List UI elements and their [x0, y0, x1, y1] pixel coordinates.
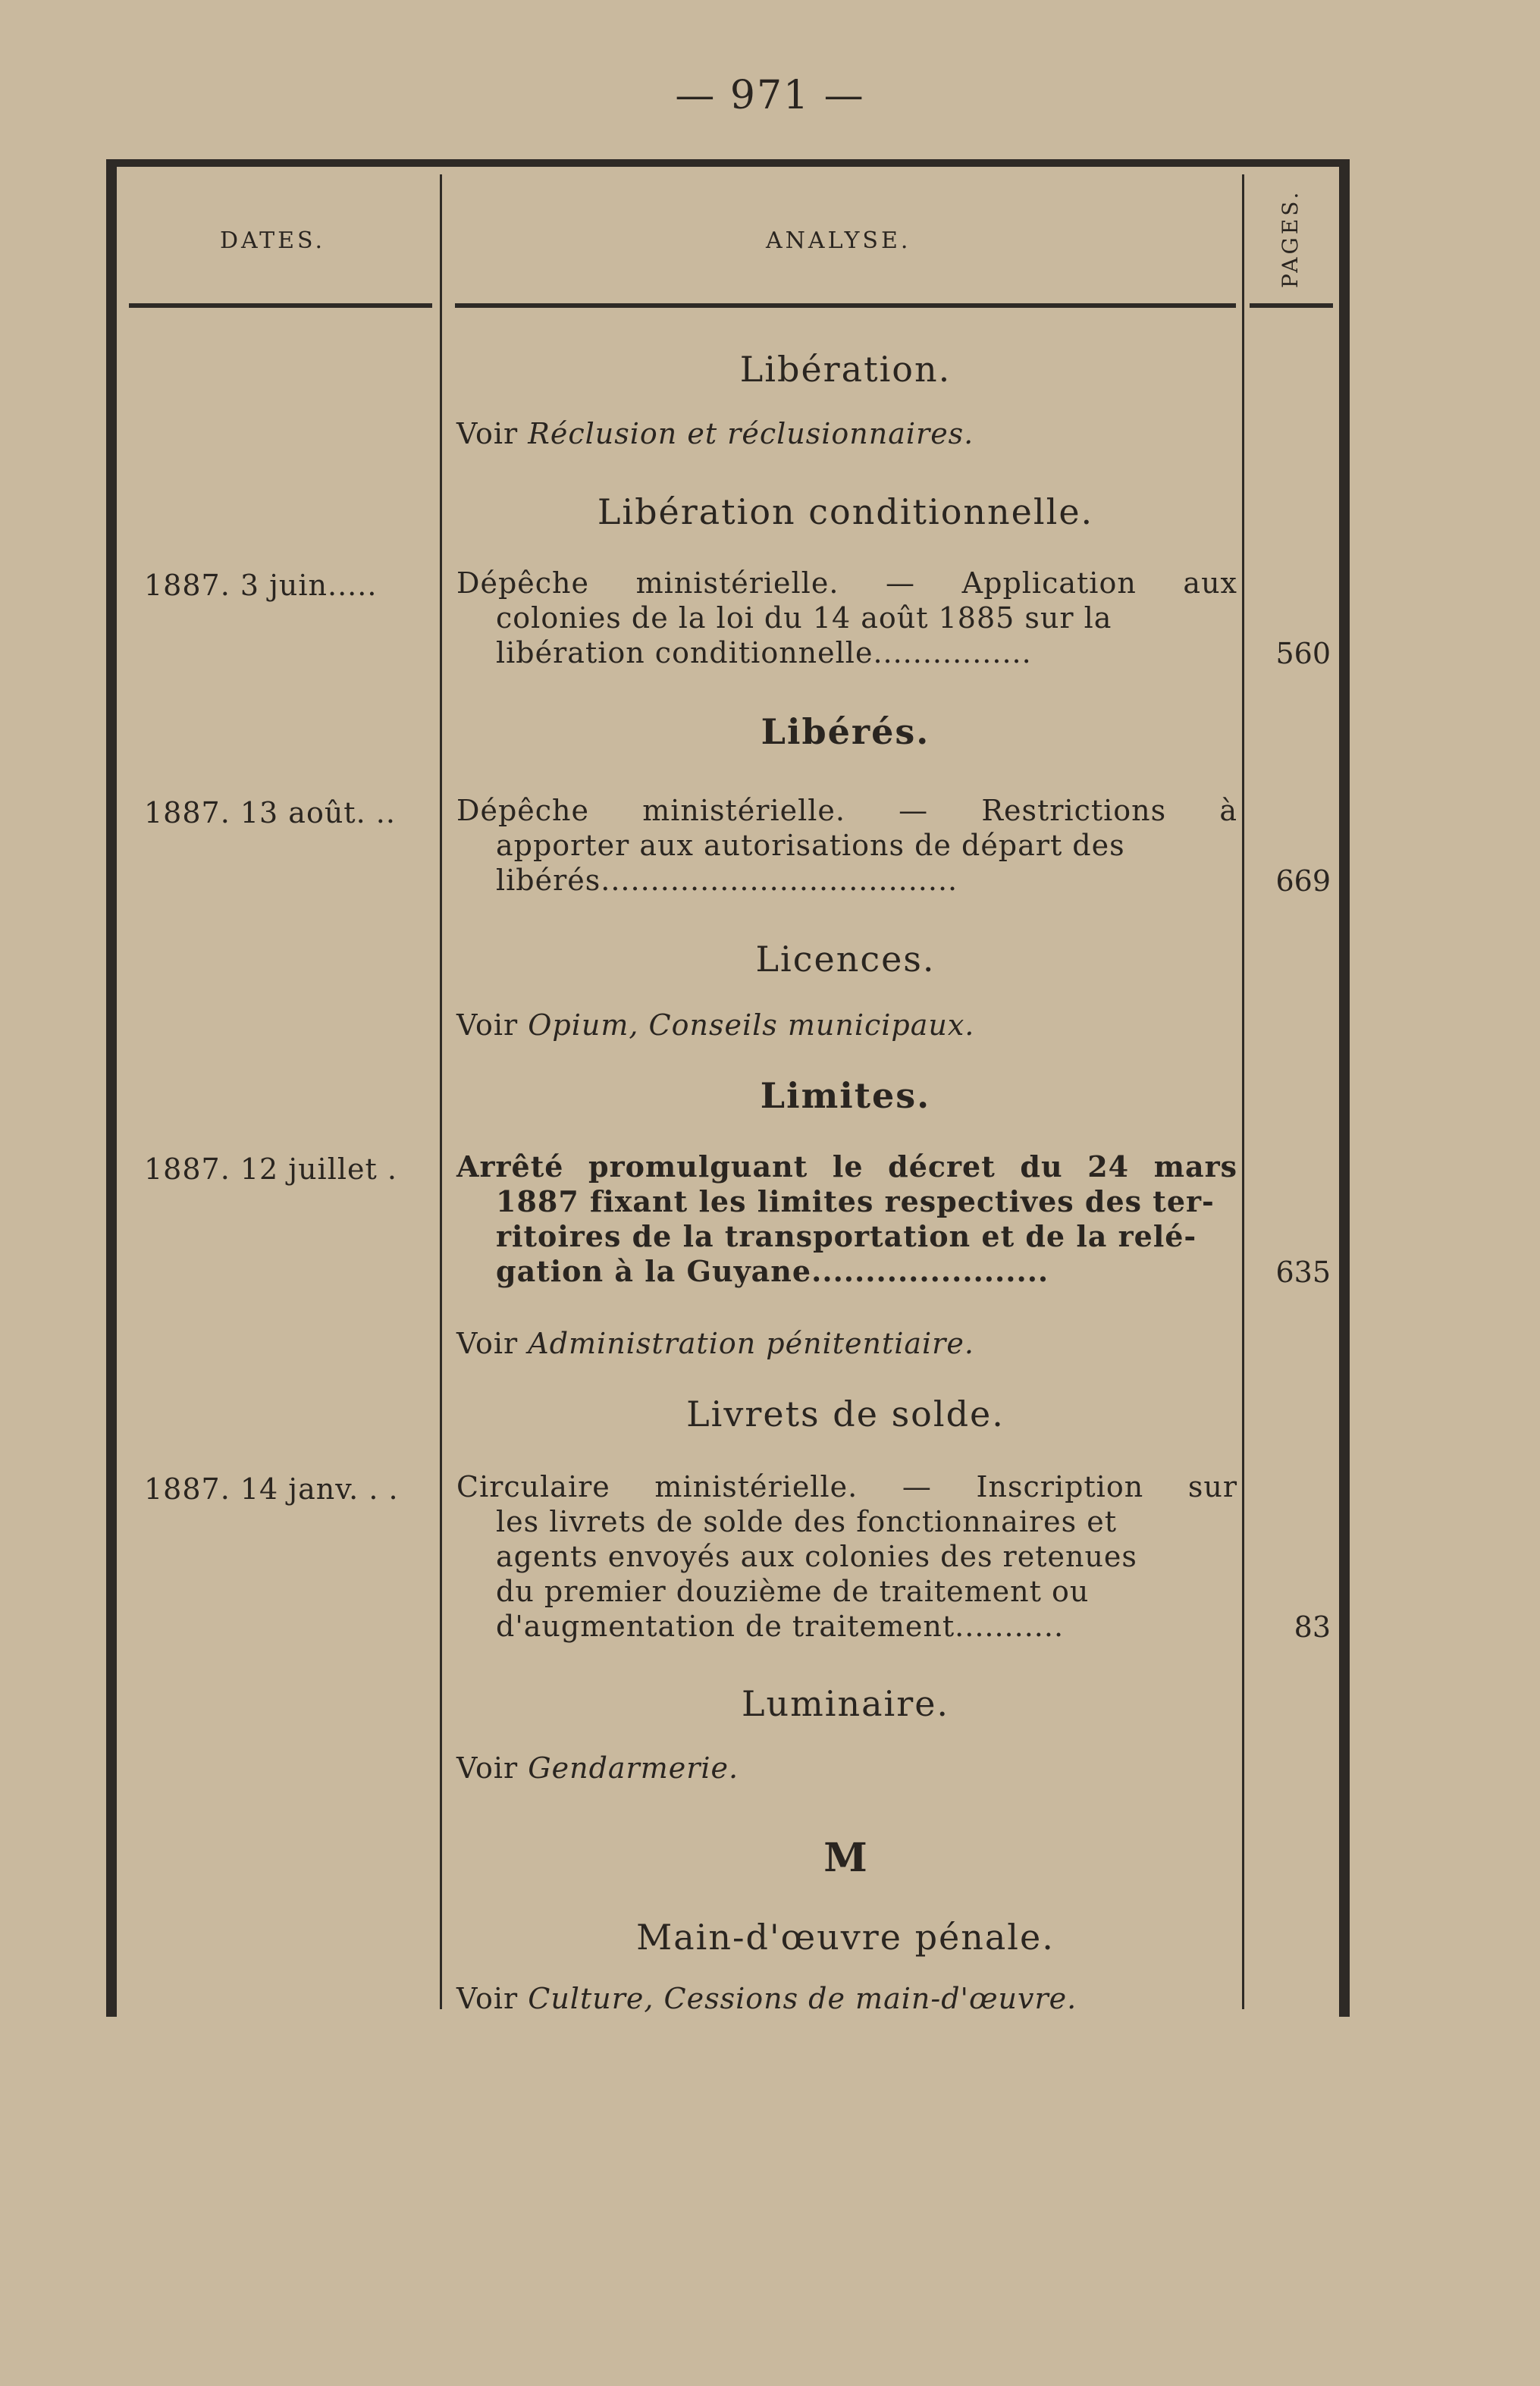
see-also — [456, 417, 974, 450]
entry-line: d'augmentation de traitement........... — [496, 1610, 1065, 1643]
entry-line: colonies de la loi du 14 août 1885 sur la — [496, 601, 1112, 635]
see-also-text: Réclusion et réclusionnaires. — [528, 417, 974, 450]
entry-date: 1887. 12 juillet . — [144, 1152, 397, 1186]
entry-line: agents envoyés aux colonies des retenues — [496, 1540, 1137, 1573]
header-pages: PAGES. — [1278, 189, 1303, 288]
page-ref: 83 — [1294, 1610, 1331, 1644]
entry-line: libérés.................................... — [496, 864, 958, 897]
entry-line: Arrêté promulguant le décret du 24 mars — [456, 1149, 1237, 1184]
table-top-rule — [106, 159, 1350, 167]
table-left-rule — [106, 159, 117, 2017]
see-also-prefix: Voir — [456, 1751, 519, 1785]
entry-text — [456, 566, 1237, 670]
see-also — [456, 1751, 739, 1785]
section-heading: Libération conditionnelle. — [597, 491, 1094, 532]
section-heading: Libération. — [739, 349, 952, 390]
header-dates: DATES. — [220, 227, 326, 254]
entry-date: 1887. 3 juin..... — [144, 569, 378, 602]
table-right-rule — [1339, 159, 1350, 2017]
section-letter: M — [823, 1835, 867, 1881]
header-rule-pages — [1250, 303, 1333, 308]
see-also — [456, 1982, 1077, 2015]
entry-date: 1887. 13 août. .. — [144, 796, 396, 829]
entry-line: du premier douzième de traitement ou — [496, 1575, 1090, 1608]
entry-line: libération conditionnelle................ — [496, 636, 1032, 669]
column-divider-pages — [1242, 174, 1244, 2009]
section-heading: Livrets de solde. — [686, 1394, 1005, 1434]
entry-line: gation à la Guyane...................... — [496, 1254, 1049, 1288]
entry-line: Dépêche ministérielle. — Application aux — [456, 566, 1237, 600]
entry-line: les livrets de solde des fonctionnaires et — [496, 1505, 1117, 1538]
see-also-prefix: Voir — [456, 1982, 519, 2015]
page-ref: 635 — [1275, 1256, 1331, 1289]
see-also-prefix: Voir — [456, 417, 519, 450]
section-heading: Limites. — [760, 1075, 931, 1116]
page-ref: 669 — [1275, 864, 1331, 898]
entry-line: Dépêche ministérielle. — Restrictions à — [456, 794, 1237, 827]
header-analyse: ANALYSE. — [766, 227, 911, 254]
entry-date: 1887. 14 janv. . . — [144, 1472, 399, 1506]
header-rule-dates — [129, 303, 432, 308]
section-heading: Libérés. — [761, 711, 930, 752]
entry-line: ritoires de la transportation et de la relé- — [496, 1219, 1197, 1253]
see-also-text: Gendarmerie. — [528, 1751, 739, 1785]
entry-text — [456, 793, 1237, 898]
entry-line: apporter aux autorisations de départ des — [496, 829, 1125, 862]
see-also-prefix: Voir — [456, 1327, 519, 1360]
section-heading: Licences. — [755, 939, 936, 980]
see-also — [456, 1008, 974, 1042]
page-ref: 560 — [1275, 637, 1331, 670]
section-heading: Main-d'œuvre pénale. — [636, 1917, 1055, 1958]
see-also-text: Opium, Conseils municipaux. — [528, 1008, 975, 1042]
header-rule-analyse — [455, 303, 1236, 308]
section-heading: Luminaire. — [741, 1683, 950, 1724]
page-number: — 971 — — [675, 73, 865, 118]
entry-line: 1887 fixant les limites respectives des ter- — [496, 1184, 1215, 1218]
index-table — [106, 159, 1350, 2017]
see-also-text: Culture, Cessions de main-d'œuvre. — [528, 1982, 1077, 2015]
see-also — [456, 1327, 974, 1360]
see-also-text: Administration pénitentiaire. — [528, 1327, 974, 1360]
entry-line: Circulaire ministérielle. — Inscription sur — [456, 1470, 1237, 1503]
entry-text — [456, 1149, 1237, 1289]
column-divider-dates — [440, 174, 442, 2009]
see-also-prefix: Voir — [456, 1008, 519, 1042]
entry-text — [456, 1469, 1237, 1644]
